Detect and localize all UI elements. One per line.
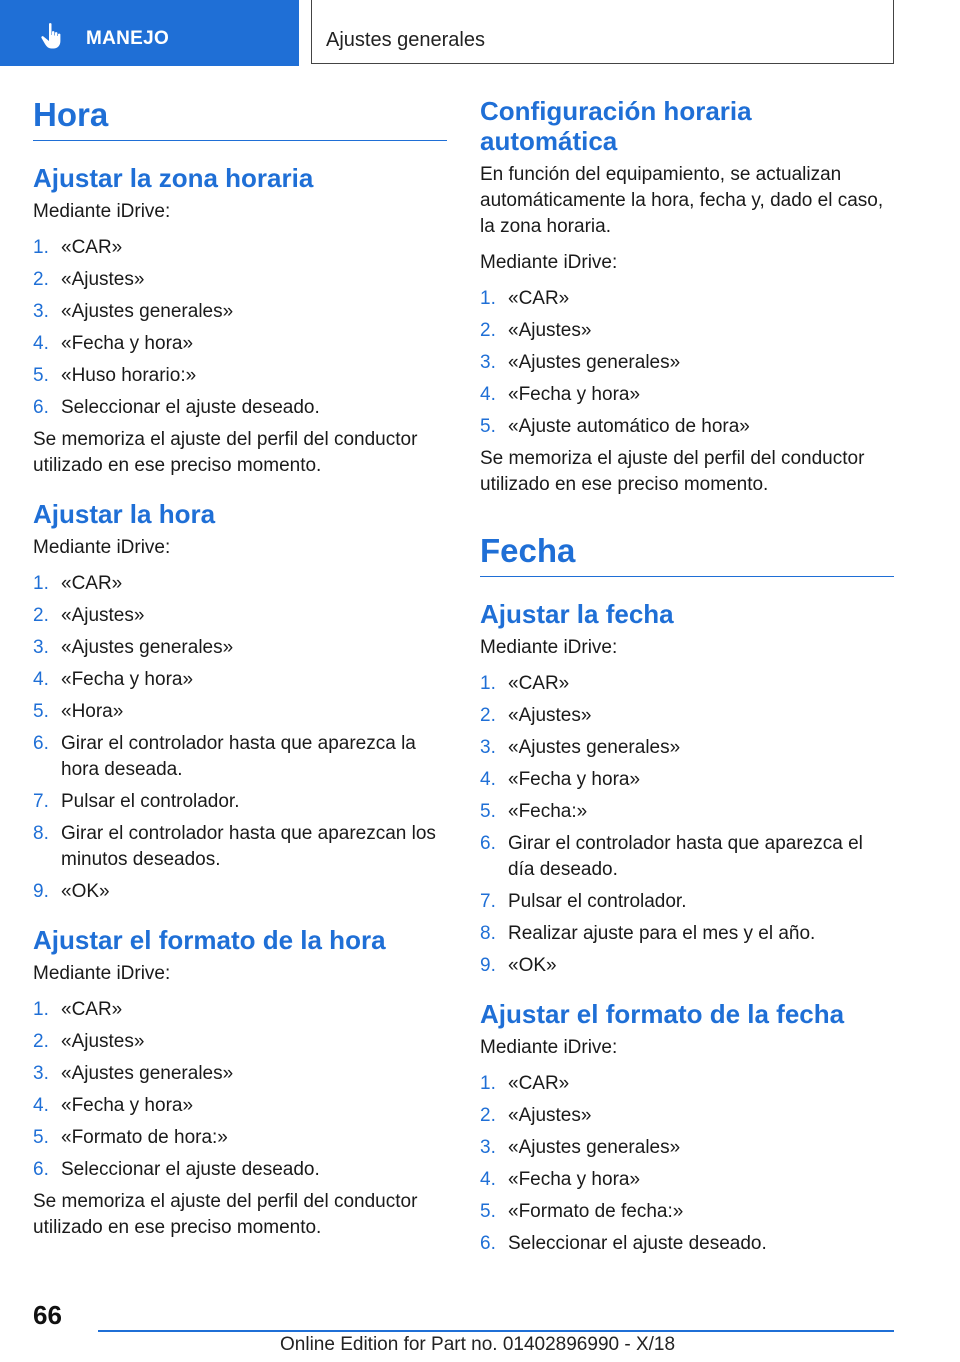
step-number: 1.: [33, 237, 49, 258]
step-item: [480, 921, 894, 947]
step-item: [480, 831, 894, 883]
step-item: [33, 235, 447, 261]
step-number: 4.: [33, 1095, 49, 1116]
step-text: «Ajustes»: [508, 320, 592, 341]
step-text: Girar el controlador hasta que aparezca la hora deseada.: [61, 733, 416, 780]
step-number: 5.: [480, 801, 496, 822]
section-ajustar-fecha: [480, 599, 894, 979]
step-number: 2.: [33, 269, 49, 290]
intro-text: Mediante iDrive:: [33, 201, 171, 222]
steps-list: [480, 286, 894, 440]
step-text: Pulsar el controlador.: [508, 891, 687, 912]
step-text: «OK»: [508, 955, 557, 976]
steps-list: [33, 571, 447, 905]
section-header: [311, 0, 894, 64]
step-item: [480, 1199, 894, 1225]
step-text: «OK»: [61, 881, 110, 902]
step-text: «Ajustes generales»: [508, 352, 681, 373]
step-text: «Fecha y hora»: [508, 769, 641, 790]
step-number: 4.: [33, 669, 49, 690]
chapter-title-hora: Hora: [33, 96, 447, 141]
step-item: [480, 1231, 894, 1257]
hand-pointer-icon: [40, 22, 64, 50]
step-number: 6.: [33, 1159, 49, 1180]
step-number: 2.: [33, 605, 49, 626]
step-number: 5.: [480, 1201, 496, 1222]
step-number: 4.: [480, 1169, 496, 1190]
steps-list: [33, 235, 447, 421]
step-number: 2.: [33, 1031, 49, 1052]
step-item: [33, 667, 447, 693]
step-number: 3.: [480, 737, 496, 758]
step-item: [480, 1135, 894, 1161]
section-configuracion-automatica: [480, 96, 894, 498]
step-text: «Fecha y hora»: [61, 1095, 194, 1116]
page-number: 66: [33, 1300, 62, 1330]
step-item: [33, 879, 447, 905]
section-heading: Ajustar la hora: [33, 499, 216, 529]
step-text: «Ajustes generales»: [508, 737, 681, 758]
section-heading: Ajustar el formato de la hora: [33, 925, 386, 955]
step-item: [480, 735, 894, 761]
step-item: [33, 1061, 447, 1087]
left-column: [33, 96, 447, 1261]
step-number: 3.: [33, 301, 49, 322]
step-item: [33, 571, 447, 597]
step-number: 9.: [480, 955, 496, 976]
step-number: 6.: [480, 833, 496, 854]
step-item: [480, 1167, 894, 1193]
step-text: «CAR»: [61, 999, 123, 1020]
step-text: «Ajustes generales»: [508, 1137, 681, 1158]
step-text: «Fecha y hora»: [61, 669, 194, 690]
step-number: 4.: [33, 333, 49, 354]
step-text: «Ajustes generales»: [61, 301, 234, 322]
step-text: «Ajustes»: [508, 705, 592, 726]
intro-text: Mediante iDrive:: [33, 537, 171, 558]
section-heading: Configuración horaria automática: [480, 96, 752, 156]
chapter-tab-label: MANEJO: [86, 28, 170, 49]
step-text: Seleccionar el ajuste deseado.: [61, 397, 320, 418]
section-zona-horaria: [33, 163, 447, 479]
step-text: «CAR»: [61, 237, 123, 258]
step-number: 6.: [33, 733, 49, 754]
footer-divider: [98, 1330, 894, 1332]
step-text: «Huso horario:»: [61, 365, 197, 386]
step-item: [480, 318, 894, 344]
step-text: «Ajustes»: [61, 605, 145, 626]
step-number: 9.: [33, 881, 49, 902]
step-text: «Formato de hora:»: [61, 1127, 228, 1148]
step-text: «Fecha y hora»: [61, 333, 194, 354]
section-heading: Ajustar el formato de la fecha: [480, 999, 845, 1029]
step-item: [480, 703, 894, 729]
step-text: Seleccionar el ajuste deseado.: [61, 1159, 320, 1180]
step-item: [33, 731, 447, 783]
step-text: «Formato de fecha:»: [508, 1201, 684, 1222]
step-item: [33, 997, 447, 1023]
steps-list: [480, 671, 894, 979]
step-number: 1.: [33, 573, 49, 594]
note-text: Se memoriza el ajuste del perfil del conductor utilizado en ese preciso momento.: [33, 429, 418, 476]
step-number: 1.: [480, 288, 496, 309]
step-number: 3.: [33, 637, 49, 658]
step-number: 5.: [33, 701, 49, 722]
step-number: 5.: [480, 416, 496, 437]
step-number: 7.: [480, 891, 496, 912]
section-ajustar-hora: [33, 499, 447, 905]
page-header: [0, 0, 960, 66]
section-heading: Ajustar la fecha: [480, 599, 674, 629]
step-text: «CAR»: [508, 673, 570, 694]
step-number: 5.: [33, 1127, 49, 1148]
step-item: [480, 671, 894, 697]
chapter-title-fecha: Fecha: [480, 532, 894, 577]
step-number: 2.: [480, 705, 496, 726]
step-number: 1.: [33, 999, 49, 1020]
step-number: 1.: [480, 673, 496, 694]
step-text: «Ajustes»: [508, 1105, 592, 1126]
intro-text: Mediante iDrive:: [33, 963, 171, 984]
step-number: 3.: [33, 1063, 49, 1084]
step-item: [33, 821, 447, 873]
step-number: 8.: [33, 823, 49, 844]
step-text: Girar el controlador hasta que aparezcan los minutos deseados.: [61, 823, 436, 870]
step-item: [33, 1029, 447, 1055]
section-formato-hora: [33, 925, 447, 1241]
step-number: 2.: [480, 1105, 496, 1126]
edition-text: Online Edition for Part no. 01402896990 - X/18: [280, 1334, 676, 1355]
step-item: [480, 799, 894, 825]
step-text: «CAR»: [508, 1073, 570, 1094]
step-text: Girar el controlador hasta que aparezca el día deseado.: [508, 833, 863, 880]
step-number: 5.: [33, 365, 49, 386]
step-number: 4.: [480, 769, 496, 790]
step-number: 2.: [480, 320, 496, 341]
step-text: «Ajuste automático de hora»: [508, 416, 750, 437]
step-number: 3.: [480, 1137, 496, 1158]
step-item: [33, 299, 447, 325]
step-number: 4.: [480, 384, 496, 405]
step-number: 7.: [33, 791, 49, 812]
step-text: Realizar ajuste para el mes y el año.: [508, 923, 816, 944]
step-text: «Ajustes generales»: [61, 637, 234, 658]
step-item: [33, 1157, 447, 1183]
note-text: Se memoriza el ajuste del perfil del conductor utilizado en ese preciso momento.: [33, 1191, 418, 1238]
step-item: [33, 603, 447, 629]
step-text: «Ajustes generales»: [61, 1063, 234, 1084]
step-item: [480, 286, 894, 312]
step-text: «Hora»: [61, 701, 124, 722]
step-text: «CAR»: [508, 288, 570, 309]
step-item: [480, 414, 894, 440]
step-item: [33, 395, 447, 421]
intro-text: Mediante iDrive:: [480, 1037, 618, 1058]
step-item: [33, 1093, 447, 1119]
steps-list: [480, 1071, 894, 1257]
step-text: «CAR»: [61, 573, 123, 594]
note-text: Se memoriza el ajuste del perfil del conductor utilizado en ese preciso momento.: [480, 448, 865, 495]
steps-list: [33, 997, 447, 1183]
step-item: [480, 1103, 894, 1129]
step-item: [480, 350, 894, 376]
step-item: [480, 1071, 894, 1097]
step-text: «Ajustes»: [61, 1031, 145, 1052]
step-item: [480, 889, 894, 915]
intro-text: Mediante iDrive:: [480, 637, 618, 658]
intro-text: Mediante iDrive:: [480, 252, 618, 273]
step-item: [480, 767, 894, 793]
chapter-tab[interactable]: [0, 0, 299, 66]
step-text: «Fecha y hora»: [508, 1169, 641, 1190]
step-number: 6.: [480, 1233, 496, 1254]
section-header-label: Ajustes generales: [326, 29, 485, 51]
step-number: 8.: [480, 923, 496, 944]
step-item: [33, 267, 447, 293]
step-item: [33, 699, 447, 725]
step-item: [33, 331, 447, 357]
step-text: «Ajustes»: [61, 269, 145, 290]
step-item: [480, 382, 894, 408]
step-number: 3.: [480, 352, 496, 373]
right-column: [480, 96, 894, 1277]
section-formato-fecha: [480, 999, 894, 1257]
step-item: [33, 789, 447, 815]
step-item: [33, 635, 447, 661]
step-text: Seleccionar el ajuste deseado.: [508, 1233, 767, 1254]
description-text: En función del equipamiento, se actualizan automáticamente la hora, fecha y, dado el caso, la zona horaria.: [480, 164, 884, 237]
section-heading: Ajustar la zona horaria: [33, 163, 314, 193]
step-text: Pulsar el controlador.: [61, 791, 240, 812]
step-number: 1.: [480, 1073, 496, 1094]
step-text: «Fecha:»: [508, 801, 588, 822]
step-item: [33, 363, 447, 389]
step-text: «Fecha y hora»: [508, 384, 641, 405]
step-number: 6.: [33, 397, 49, 418]
step-item: [33, 1125, 447, 1151]
step-item: [480, 953, 894, 979]
